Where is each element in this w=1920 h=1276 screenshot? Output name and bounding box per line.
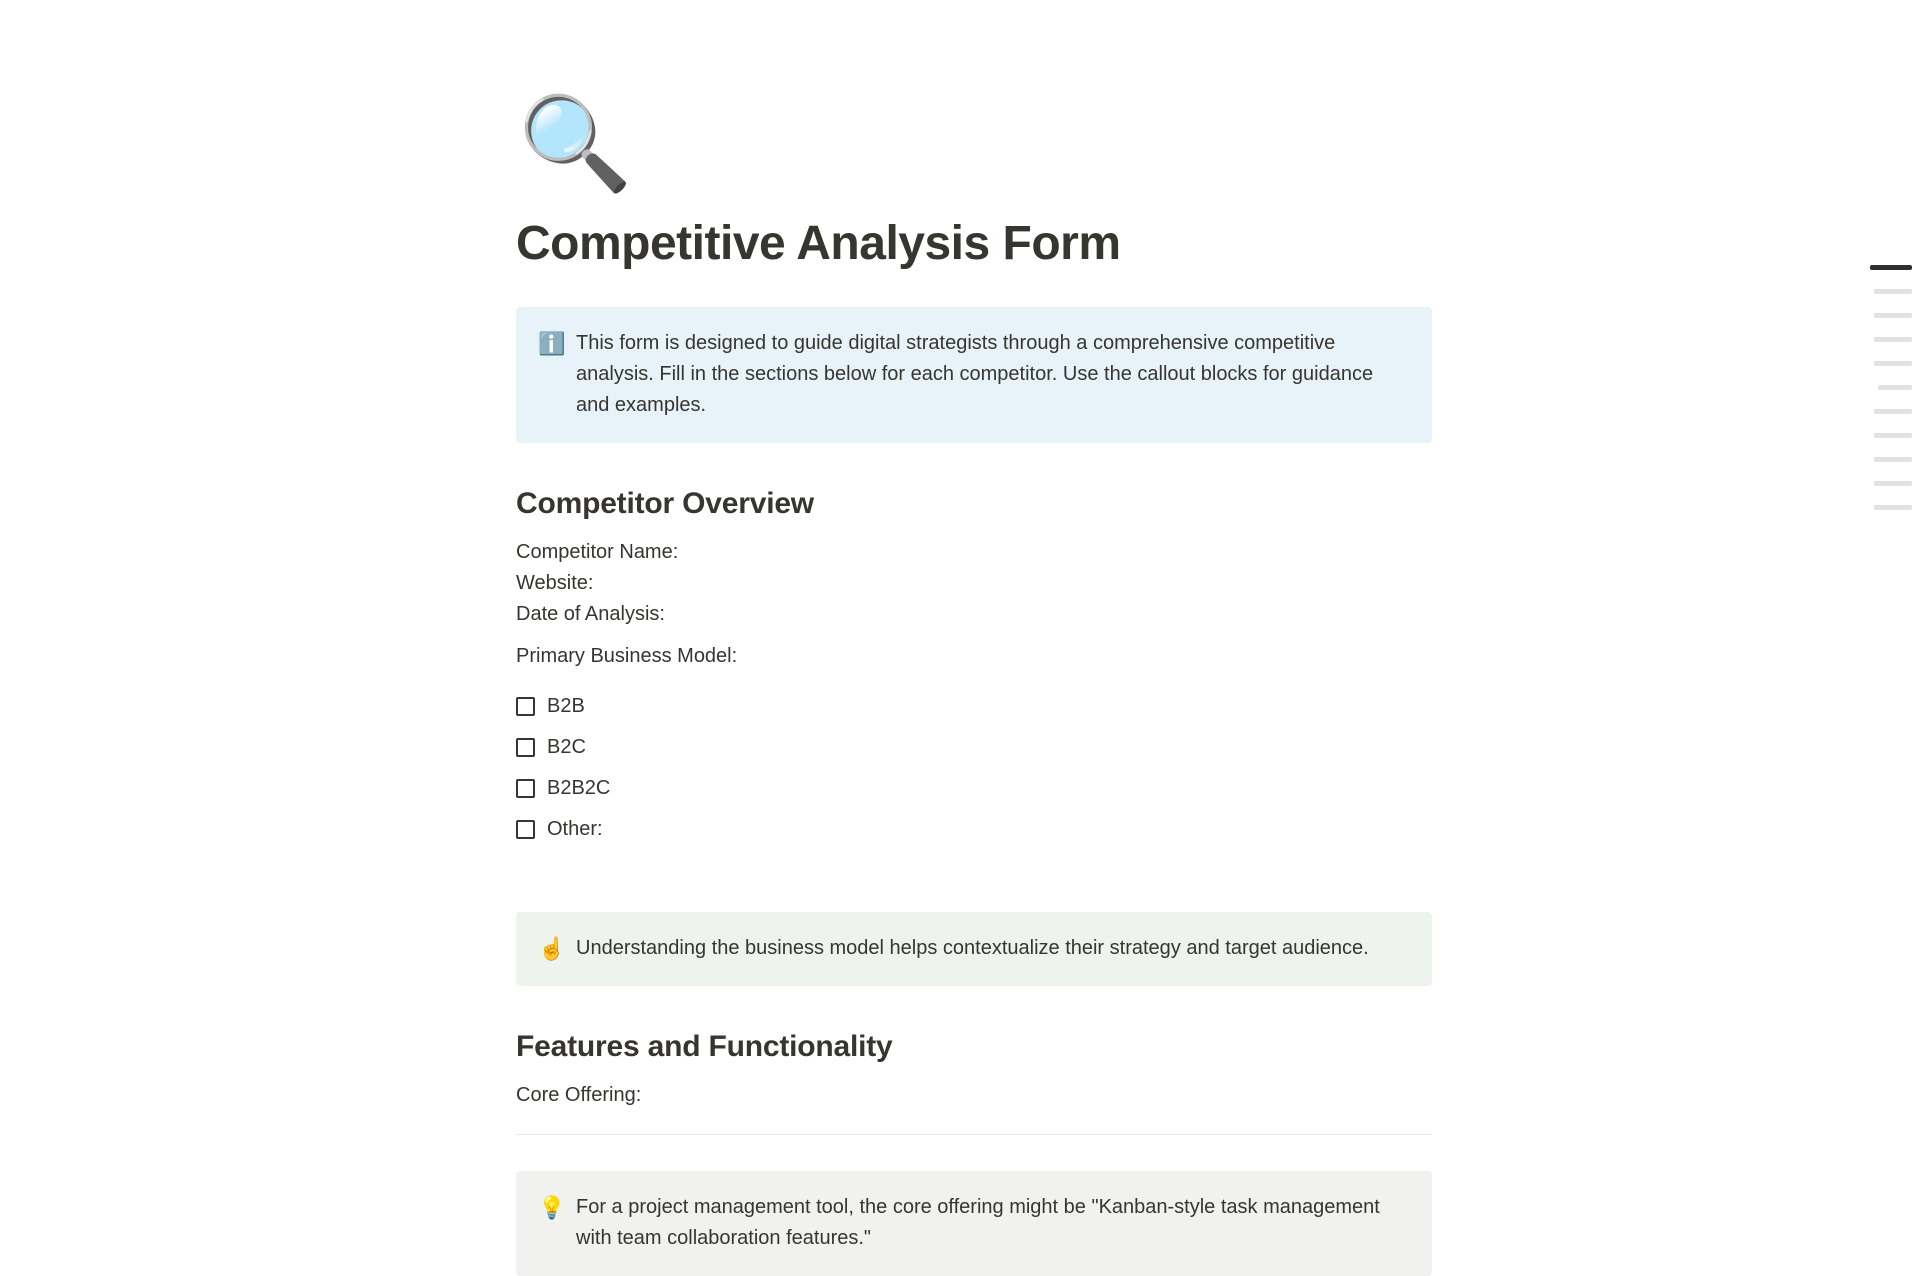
index-pointing-up-icon: ☝️ bbox=[538, 936, 566, 962]
field-competitor-name[interactable]: Competitor Name: bbox=[516, 541, 679, 564]
checkbox-row-b2b[interactable] bbox=[516, 686, 1432, 727]
magnifying-glass-tilted-left-icon[interactable]: 🔍 bbox=[518, 93, 633, 195]
toc-entry[interactable] bbox=[1874, 399, 1920, 423]
field-website[interactable]: Website: bbox=[516, 572, 594, 595]
section-heading-features-and-functionality[interactable]: Features and Functionality bbox=[516, 1030, 893, 1064]
toc-entry-bar bbox=[1874, 289, 1912, 294]
divider bbox=[516, 1134, 1432, 1135]
page-title[interactable]: Competitive Analysis Form bbox=[516, 217, 1121, 270]
toc-entry[interactable] bbox=[1874, 279, 1920, 303]
table-of-contents-minimap[interactable] bbox=[1860, 255, 1920, 519]
toc-entry-bar bbox=[1878, 385, 1912, 390]
toc-entry-bar bbox=[1874, 313, 1912, 318]
checkbox-icon[interactable] bbox=[516, 697, 535, 716]
checkbox-icon[interactable] bbox=[516, 738, 535, 757]
core-offering-example-callout[interactable] bbox=[516, 1171, 1432, 1276]
toc-entry-bar bbox=[1870, 265, 1912, 270]
checkbox-label-b2b2c: B2B2C bbox=[547, 777, 611, 800]
toc-entry-bar bbox=[1874, 337, 1912, 342]
section-heading-competitor-overview[interactable]: Competitor Overview bbox=[516, 487, 814, 521]
toc-entry[interactable] bbox=[1874, 327, 1920, 351]
intro-callout-text: This form is designed to guide digital strategists through a comprehensive competitive analysis. Fill in the sections below for each competitor. Use the callout blocks for guidance and examples. bbox=[576, 332, 1374, 417]
toc-entry-bar bbox=[1874, 361, 1912, 366]
core-offering-example-text: For a project management tool, the core offering might be "Kanban-style task management with team collaboration features." bbox=[576, 1196, 1380, 1250]
checkbox-label-other: Other: bbox=[547, 818, 603, 841]
toc-entry[interactable] bbox=[1874, 351, 1920, 375]
field-primary-business-model[interactable]: Primary Business Model: bbox=[516, 645, 738, 668]
toc-entry-bar bbox=[1874, 409, 1912, 414]
toc-entry[interactable] bbox=[1878, 375, 1920, 399]
toc-entry[interactable] bbox=[1870, 255, 1920, 279]
checkbox-label-b2b: B2B bbox=[547, 695, 585, 718]
checkbox-icon[interactable] bbox=[516, 779, 535, 798]
toc-entry-bar bbox=[1874, 457, 1912, 462]
spacer bbox=[516, 672, 1432, 686]
toc-entry[interactable] bbox=[1874, 303, 1920, 327]
checkbox-row-other[interactable] bbox=[516, 809, 1432, 850]
toc-entry[interactable] bbox=[1874, 495, 1920, 519]
checkbox-label-b2c: B2C bbox=[547, 736, 586, 759]
light-bulb-icon: 💡 bbox=[538, 1195, 566, 1221]
checkbox-row-b2b2c[interactable] bbox=[516, 768, 1432, 809]
field-date-of-analysis[interactable]: Date of Analysis: bbox=[516, 603, 665, 626]
toc-entry-bar bbox=[1874, 433, 1912, 438]
business-model-tip-text: Understanding the business model helps contextualize their strategy and target audience. bbox=[576, 937, 1369, 960]
information-icon: ℹ️ bbox=[538, 331, 566, 357]
intro-callout[interactable] bbox=[516, 307, 1432, 443]
toc-entry-bar bbox=[1874, 505, 1912, 510]
toc-entry[interactable] bbox=[1874, 471, 1920, 495]
business-model-tip-callout[interactable] bbox=[516, 912, 1432, 986]
field-core-offering[interactable]: Core Offering: bbox=[516, 1084, 642, 1107]
toc-entry[interactable] bbox=[1874, 423, 1920, 447]
toc-entry[interactable] bbox=[1874, 447, 1920, 471]
spacer bbox=[516, 850, 1432, 876]
checkbox-row-b2c[interactable] bbox=[516, 727, 1432, 768]
document-content bbox=[516, 0, 1432, 1276]
toc-entry-bar bbox=[1874, 481, 1912, 486]
checkbox-icon[interactable] bbox=[516, 820, 535, 839]
